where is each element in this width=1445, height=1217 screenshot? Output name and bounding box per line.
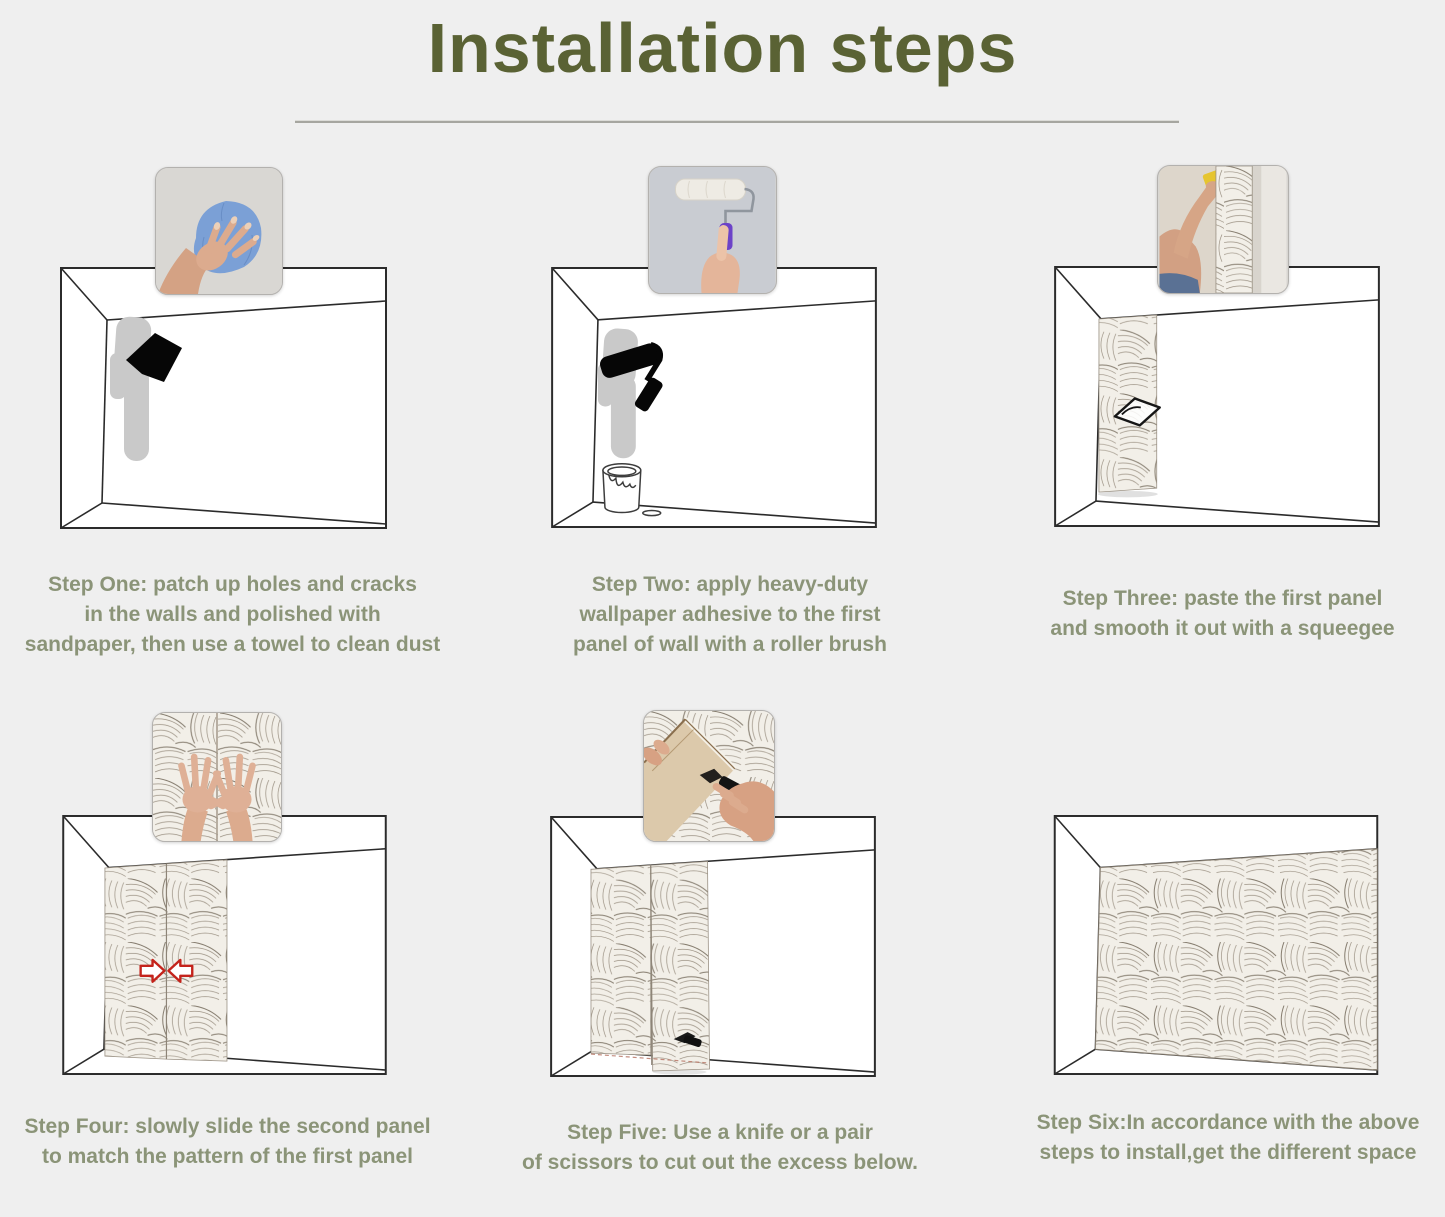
step-six-caption [1008, 1108, 1445, 1168]
caption-line: Step Five: Use a knife or a pair [567, 1121, 873, 1144]
step-three-room-drawing [1054, 266, 1380, 527]
step-one-inset-photo [155, 167, 283, 295]
step-five-room-drawing [549, 816, 877, 1077]
step-one-room-drawing [60, 267, 387, 529]
pressing-hands-photo [153, 713, 281, 841]
caption-line: Step Two: apply heavy-duty [591, 573, 869, 596]
step-four-caption [0, 1112, 455, 1172]
step-four-room-drawing [62, 815, 387, 1075]
step-two-caption [530, 570, 930, 660]
title-divider [295, 120, 1179, 123]
step-six-room-drawing [1053, 815, 1379, 1075]
caption-line: sandpaper, then use a towel to clean dust [24, 633, 441, 656]
full-wallpaper-wall [1095, 849, 1377, 1070]
paint-roller-photo [649, 167, 776, 293]
step-five-inset-photo [643, 710, 775, 842]
caption-line: Step One: patch up holes and cracks [48, 573, 417, 596]
squeegee-smoothing-photo [1158, 166, 1288, 293]
step-two-inset-photo [648, 166, 777, 294]
knife-cutting-photo [644, 711, 774, 841]
step-three-inset-photo [1157, 165, 1289, 294]
caption-line: Step Six:In accordance with the above [1036, 1111, 1420, 1134]
step-one-caption [0, 570, 465, 660]
step-four-inset-photo [152, 712, 282, 842]
two-wallpaper-panels [105, 860, 227, 1061]
caption-line: in the walls and polished with [84, 603, 381, 626]
caption-line: to match the pattern of the first panel [41, 1145, 414, 1168]
caption-line: panel of wall with a roller brush [573, 633, 887, 656]
caption-line: steps to install,get the different space [1039, 1141, 1417, 1164]
step-two-room-drawing [551, 267, 877, 528]
hand-towel-photo [156, 168, 282, 294]
page-title: Installation steps [427, 9, 1018, 87]
wallpaper-strip [1216, 166, 1252, 293]
step-three-caption [1020, 584, 1425, 644]
caption-line: Step Three: paste the first panel [1062, 587, 1383, 610]
caption-line: wallpaper adhesive to the first [579, 603, 881, 626]
step-five-caption [490, 1118, 950, 1178]
roller-sleeve [676, 179, 746, 200]
caption-line: of scissors to cut out the excess below. [522, 1151, 918, 1174]
caption-line: Step Four: slowly slide the second panel [24, 1115, 431, 1138]
caption-line: and smooth it out with a squeegee [1050, 617, 1395, 640]
